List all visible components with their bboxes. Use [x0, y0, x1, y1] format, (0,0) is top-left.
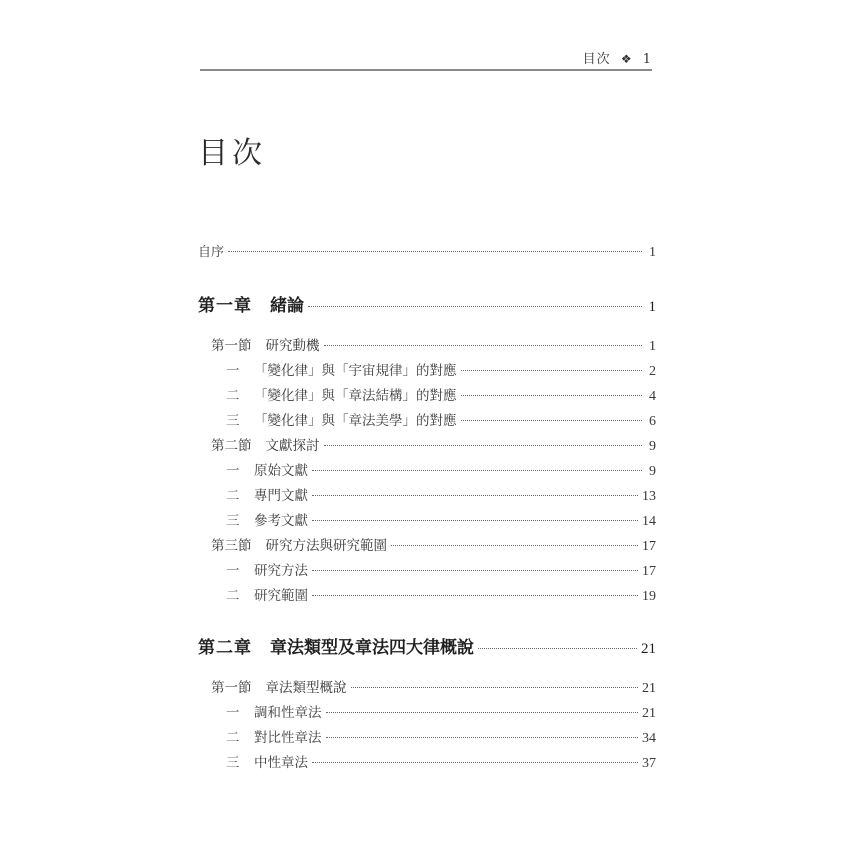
- toc-entry-page-number: 19: [642, 589, 656, 604]
- toc-entry-item[interactable]: [226, 559, 656, 580]
- running-header-title: 目次: [582, 52, 611, 67]
- toc-entry-title: 原始文獻: [254, 463, 308, 479]
- toc-entry-page-number: 21: [642, 681, 656, 696]
- toc-entry-section[interactable]: [211, 534, 656, 555]
- toc-entry-title: 參考文獻: [254, 513, 308, 529]
- dot-leader: [312, 570, 638, 571]
- toc-entry-page-number: 1: [649, 245, 656, 260]
- toc-entry-title: 「變化律」與「章法結構」的對應: [254, 388, 457, 404]
- toc-entry-title: 研究動機: [265, 338, 320, 354]
- toc-entry-number: 一: [226, 463, 240, 479]
- toc-entry-page-number: 21: [641, 641, 656, 657]
- toc-entry-title: 自序: [198, 245, 225, 260]
- toc-entry-page-number: 14: [642, 514, 656, 529]
- running-header-page-number: 1: [642, 52, 652, 67]
- toc-entry-page-number: 1: [649, 339, 656, 354]
- dot-leader: [312, 762, 638, 763]
- toc-entry-section[interactable]: [211, 334, 656, 355]
- toc-entry-number: 第二章: [198, 638, 252, 658]
- dot-leader: [461, 395, 643, 396]
- toc-entry-number: 二: [226, 588, 240, 604]
- toc-entry-item[interactable]: [226, 509, 656, 530]
- running-header: [200, 48, 652, 68]
- toc-entry-number: 第一章: [198, 296, 252, 316]
- toc-entry-page-number: 9: [649, 464, 656, 479]
- toc-entry-section[interactable]: [211, 676, 656, 697]
- toc-entry-title: 緒論: [270, 296, 304, 316]
- toc-entry-number: 二: [226, 488, 240, 504]
- toc-entry-number: 一: [226, 363, 240, 379]
- dot-leader: [312, 470, 642, 471]
- toc-entry-page-number: 2: [649, 364, 656, 379]
- toc-entry-number: 二: [226, 388, 240, 404]
- toc-entry-page-number: 37: [642, 756, 656, 771]
- toc-entry-title: 專門文獻: [254, 488, 308, 504]
- toc-entry-number: 第二節: [211, 438, 252, 454]
- dot-leader: [308, 306, 642, 307]
- dot-leader: [461, 370, 643, 371]
- dot-leader: [478, 648, 637, 649]
- toc-entry-number: 一: [226, 705, 240, 721]
- toc-entry-number: 第一節: [211, 338, 252, 354]
- toc-entry-number: 三: [226, 413, 240, 429]
- toc-entry-title: 章法類型概說: [265, 680, 347, 696]
- toc-entry-item[interactable]: [226, 701, 656, 722]
- toc-entry-title: 研究方法與研究範圍: [265, 538, 387, 554]
- dot-leader: [312, 495, 638, 496]
- toc-entry-chapter[interactable]: [198, 291, 656, 316]
- toc-entry-page-number: 13: [642, 489, 656, 504]
- toc-entry-page-number: 1: [648, 299, 656, 315]
- toc-entry-item[interactable]: [226, 459, 656, 480]
- toc-entry-number: 三: [226, 755, 240, 771]
- page-title: 目次: [198, 136, 266, 171]
- toc-entry-number: 三: [226, 513, 240, 529]
- toc-entry-item[interactable]: [226, 751, 656, 772]
- dot-leader: [324, 445, 643, 446]
- toc-entry-number: 第一節: [211, 680, 252, 696]
- dot-leader: [326, 712, 639, 713]
- toc-entry-item[interactable]: [226, 726, 656, 747]
- toc-entry-page-number: 9: [649, 439, 656, 454]
- toc-entry-chapter[interactable]: [198, 633, 656, 658]
- toc-entry-number: 第三節: [211, 538, 252, 554]
- dot-leader: [312, 520, 638, 521]
- toc-entry-page-number: 17: [642, 564, 656, 579]
- dot-leader: [324, 345, 643, 346]
- dot-leader: [391, 545, 638, 546]
- toc-entry-item[interactable]: [226, 384, 656, 405]
- toc-entry-section[interactable]: [211, 434, 656, 455]
- toc-entry-title: 中性章法: [254, 755, 308, 771]
- dot-leader: [312, 595, 638, 596]
- toc-entry-title: 文獻探討: [265, 438, 320, 454]
- dot-leader: [351, 687, 639, 688]
- toc-entry-number: 一: [226, 563, 240, 579]
- toc-entry-title: 研究方法: [254, 563, 308, 579]
- toc-entry-preface[interactable]: [198, 241, 656, 261]
- toc-entry-title: 研究範圍: [254, 588, 308, 604]
- toc-entry-title: 對比性章法: [254, 730, 322, 746]
- toc-entry-number: 二: [226, 730, 240, 746]
- toc-entry-item[interactable]: [226, 484, 656, 505]
- toc-entry-title: 「變化律」與「宇宙規律」的對應: [254, 363, 457, 379]
- header-rule: [200, 69, 652, 71]
- dot-leader: [326, 737, 639, 738]
- toc-entry-title: 章法類型及章法四大律概說: [270, 638, 474, 658]
- toc-entry-item[interactable]: [226, 359, 656, 380]
- toc-entry-title: 調和性章法: [254, 705, 322, 721]
- dot-leader: [228, 251, 642, 252]
- toc-entry-page-number: 21: [642, 706, 656, 721]
- toc-entry-page-number: 4: [649, 389, 656, 404]
- toc-entry-page-number: 17: [642, 539, 656, 554]
- dot-leader: [461, 420, 643, 421]
- toc-entry-item[interactable]: [226, 409, 656, 430]
- toc-entry-title: 「變化律」與「章法美學」的對應: [254, 413, 457, 429]
- ornament-icon: ❖: [620, 52, 633, 66]
- toc-entry-page-number: 34: [642, 731, 656, 746]
- toc-entry-item[interactable]: [226, 584, 656, 605]
- toc-entry-page-number: 6: [649, 414, 656, 429]
